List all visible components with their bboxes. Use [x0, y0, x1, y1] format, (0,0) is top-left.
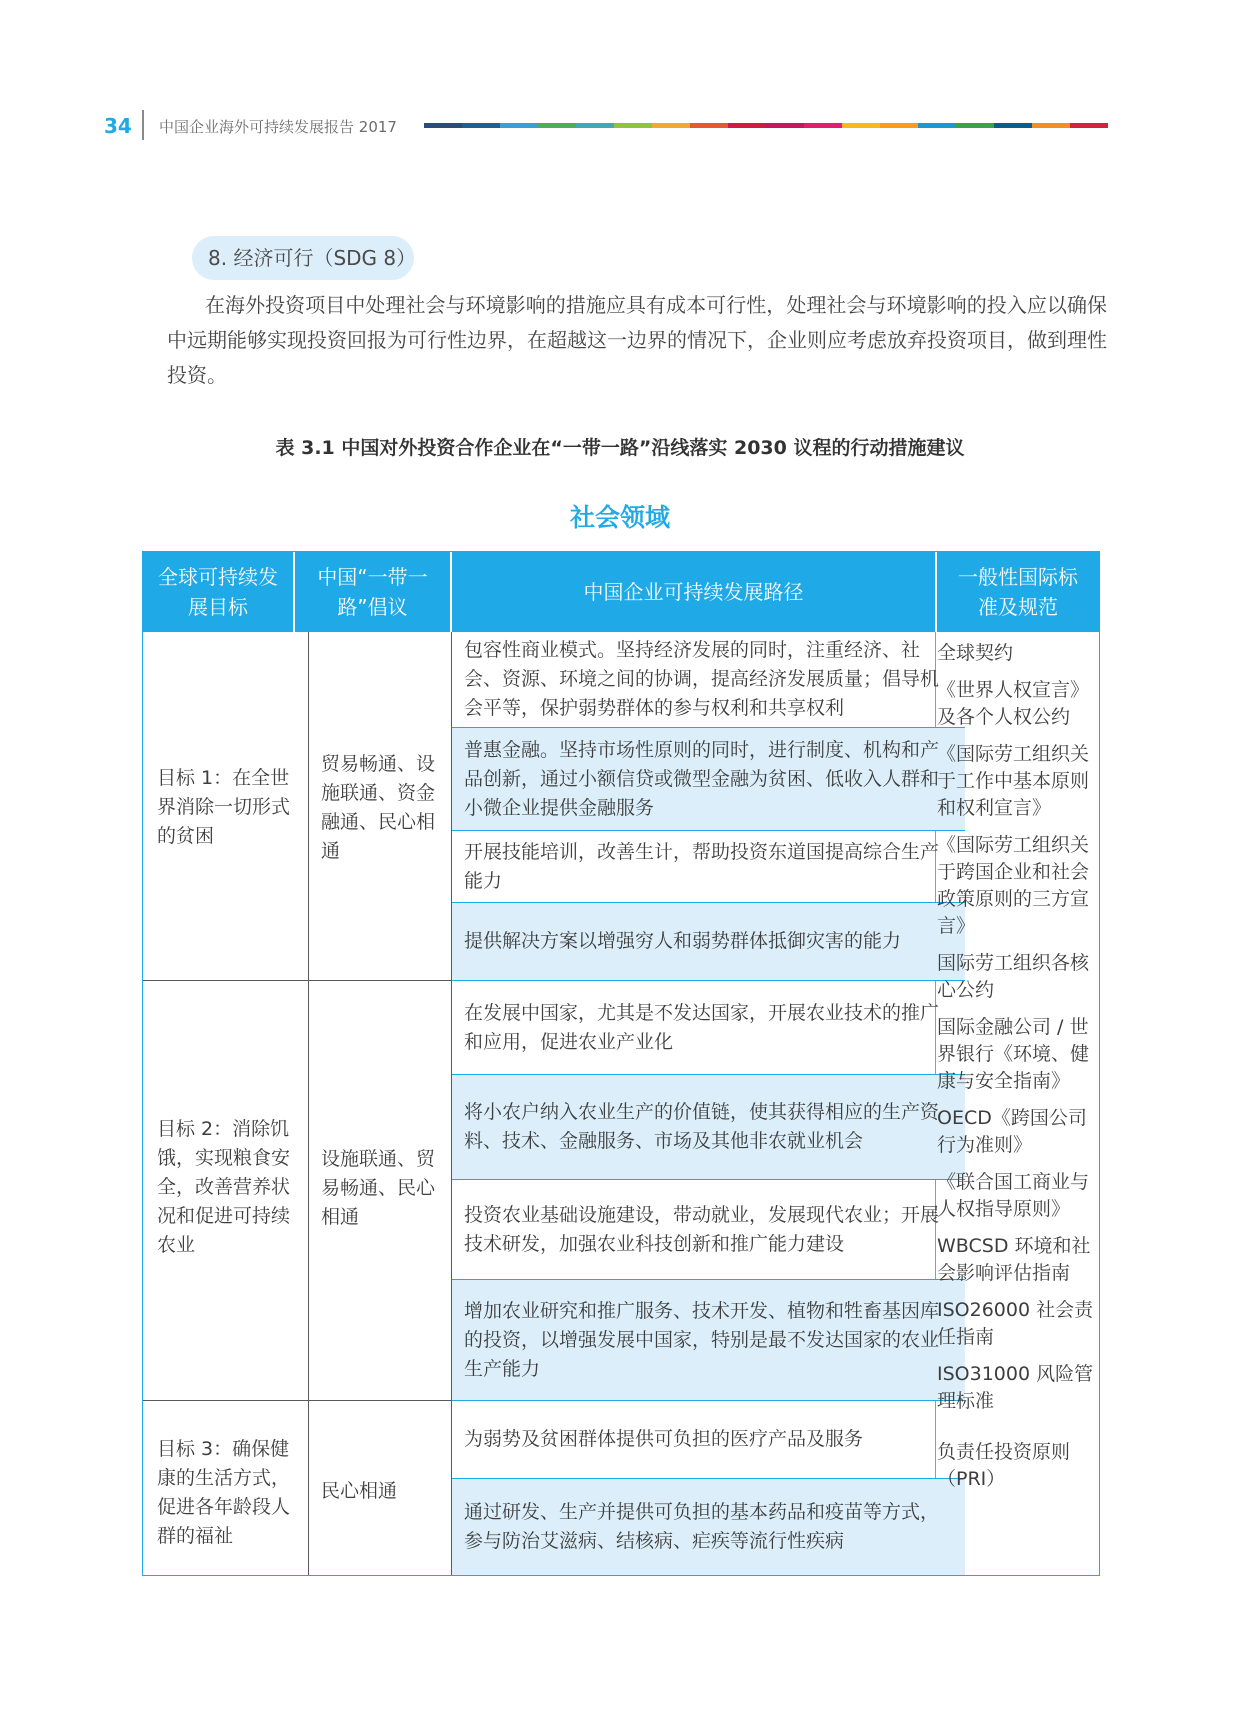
path-row: 投资农业基础设施建设，带动就业，发展现代农业；开展技术研发，加强农业科技创新和推广能力建设: [452, 1179, 965, 1279]
standard-item: 全球契约: [937, 642, 1014, 664]
path-row: 增加农业研究和推广服务、技术开发、植物和牲畜基因库的投资，以增强发展中国家，特别是最不发达国家的农业生产能力: [452, 1279, 965, 1400]
standards-column: [937, 640, 1097, 1503]
standard-item: 国际金融公司 / 世界银行《环境、健康与安全指南》: [937, 1016, 1090, 1092]
section-paragraph: 在海外投资项目中处理社会与环境影响的措施应具有成本可行性，处理社会与环境影响的投入应以确保中远期能够实现投资回报为可行性边界，在超越这一边界的情况下，企业则应考虑放弃投资项目，做到理性投资。: [167, 293, 1107, 387]
goal-2: 目标 2：消除饥饿，实现粮食安全，改善营养状况和促进可持续农业: [157, 1118, 291, 1256]
header-sdg-goal: 全球可持续发展目标: [143, 552, 293, 632]
domain-title: 社会领域: [569, 503, 670, 532]
sdg-color-segment: [842, 123, 880, 128]
sdg-color-segment: [728, 123, 766, 128]
sdg-color-segment: [1070, 123, 1108, 128]
header-belt-road-initiative: 中国“一带一路”倡议: [295, 552, 450, 632]
table-caption: 表 3.1 中国对外投资合作企业在“一带一路”沿线落实 2030 议程的行动措施建议: [275, 437, 965, 459]
initiative-goal-2: 设施联通、贸易畅通、民心相通: [321, 1148, 436, 1228]
sdg-color-segment: [1032, 123, 1070, 128]
header-international-standards: 一般性国际标准及规范: [937, 552, 1099, 632]
path-row: 将小农户纳入农业生产的价值链，使其获得相应的生产资料、技术、金融服务、市场及其他非农就业机会: [452, 1074, 965, 1179]
sdg-color-segment: [918, 123, 956, 128]
standard-item: WBCSD 环境和社会影响评估指南: [937, 1235, 1091, 1284]
sdg-color-segment: [690, 123, 728, 128]
path-row: 为弱势及贫困群体提供可负担的医疗产品及服务: [452, 1400, 965, 1478]
standard-item: 负责任投资原则（PRI）: [937, 1441, 1071, 1490]
standard-item: 《联合国工商业与人权指导原则》: [937, 1171, 1090, 1220]
header-divider: [142, 110, 144, 140]
path-row: 提供解决方案以增强穷人和弱势群体抵御灾害的能力: [452, 902, 965, 980]
report-title: 中国企业海外可持续发展报告 2017: [159, 118, 397, 136]
sdg-color-segment: [462, 123, 500, 128]
page-number: 34: [104, 114, 132, 138]
path-row: 在发展中国家，尤其是不发达国家，开展农业技术的推广和应用，促进农业产业化: [452, 980, 965, 1074]
initiative-goal-1: 贸易畅通、设施联通、资金融通、民心相通: [321, 753, 436, 862]
standard-item: 《国际劳工组织关于跨国企业和社会政策原则的三方宣言》: [937, 834, 1090, 937]
sdg-color-segment: [766, 123, 804, 128]
sdg-color-segment: [576, 123, 614, 128]
section-heading: 8. 经济可行（SDG 8）: [192, 236, 414, 280]
sdg-color-segment: [652, 123, 690, 128]
goal-3: 目标 3：确保健康的生活方式，促进各年龄段人群的福祉: [157, 1438, 291, 1547]
sdg-color-bar: [424, 123, 1108, 128]
column-divider: [308, 632, 309, 1575]
standard-item: 《国际劳工组织关于工作中基本原则和权利宣言》: [937, 743, 1090, 819]
sdg-color-segment: [880, 123, 918, 128]
standard-item: OECD《跨国公司行为准则》: [937, 1107, 1087, 1156]
sdg-color-segment: [500, 123, 538, 128]
goal-1: 目标 1：在全世界消除一切形式的贫困: [157, 767, 291, 847]
header-enterprise-path: 中国企业可持续发展路径: [452, 552, 935, 632]
sdg-color-segment: [994, 123, 1032, 128]
path-row: 普惠金融。坚持市场性原则的同时，进行制度、机构和产品创新，通过小额信贷或微型金融为贫困、低收入人群和小微企业提供金融服务: [452, 727, 965, 830]
sdg-color-segment: [956, 123, 994, 128]
row-divider: [143, 1400, 451, 1401]
sdg-color-segment: [614, 123, 652, 128]
sdg-color-segment: [424, 123, 462, 128]
standard-item: 国际劳工组织各核心公约: [937, 952, 1090, 1001]
action-table: [142, 551, 1100, 1576]
standard-item: ISO26000 社会责任指南: [937, 1299, 1094, 1348]
path-row: 包容性商业模式。坚持经济发展的同时，注重经济、社会、资源、环境之间的协调，提高经济发展质量；倡导机会平等，保护弱势群体的参与权利和共享权利: [464, 639, 940, 719]
sdg-color-segment: [804, 123, 842, 128]
page-header: [104, 110, 1108, 140]
path-row: 开展技能培训，改善生计，帮助投资东道国提高综合生产能力: [452, 830, 965, 902]
path-row: 通过研发、生产并提供可负担的基本药品和疫苗等方式，参与防治艾滋病、结核病、疟疾等流行性疾病: [452, 1478, 965, 1575]
initiative-goal-3: 民心相通: [321, 1480, 398, 1502]
standard-item: 《世界人权宣言》及各个人权公约: [937, 679, 1090, 728]
standard-item: ISO31000 风险管理标准: [937, 1363, 1094, 1412]
row-divider: [143, 980, 451, 981]
sdg-color-segment: [538, 123, 576, 128]
